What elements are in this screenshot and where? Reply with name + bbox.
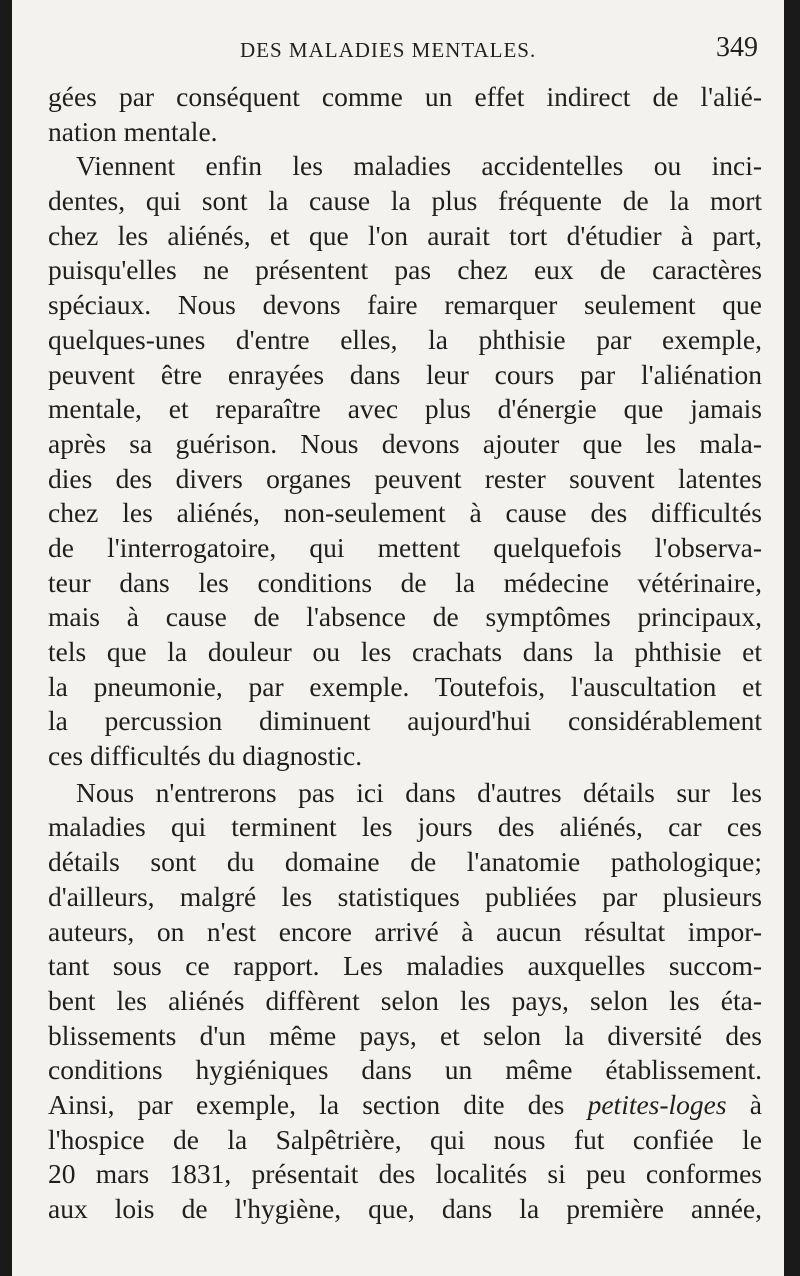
text-line: mais à cause de l'absence de symptômes principaux, <box>48 601 762 633</box>
text-line: auteurs, on n'est encore arrivé à aucun résultat impor- <box>48 915 762 947</box>
text-line: spéciaux. Nous devons faire remarquer seulement que <box>48 289 762 321</box>
text-line: tant sous ce rapport. Les maladies auxquelles succom- <box>48 950 762 982</box>
text-line: peuvent être enrayées dans leur cours par l'aliénation <box>48 358 762 390</box>
text-line: la percussion diminuent aujourd'hui considérablement <box>48 705 762 737</box>
text-line: détails sont du domaine de l'anatomie pathologique; <box>48 846 762 878</box>
text-line: gées par conséquent comme un effet indirect de l'alié- <box>48 81 762 112</box>
body-text <box>48 80 762 1227</box>
text-line: Viennent enfin les maladies accidentelles ou inci- <box>76 150 762 182</box>
text-segment: Ainsi, par exemple, la section dite des <box>48 1088 565 1120</box>
text-line: teur dans les conditions de la médecine vétérinaire, <box>48 566 762 598</box>
text-line: maladies qui terminent les jours des aliénés, car ces <box>48 811 762 843</box>
book-page <box>12 0 784 1276</box>
text-line: mentale, et reparaître avec plus d'énergie que jamais <box>48 393 762 425</box>
text-line: tels que la douleur ou les crachats dans la phthisie et <box>48 636 762 667</box>
text-line: ces difficultés du diagnostic. <box>48 740 363 772</box>
text-line: conditions hygiéniques dans un même établissement. <box>48 1054 762 1086</box>
text-line: chez les aliénés, et que l'on aurait tort d'étudier à part, <box>48 219 762 251</box>
text-line: après sa guérison. Nous devons ajouter que les mala- <box>48 427 762 459</box>
page-header <box>12 32 784 68</box>
italic-term: petites-loges <box>587 1088 727 1120</box>
text-line: blissements d'un même pays, et selon la diversité des <box>48 1019 762 1051</box>
text-line: de l'interrogatoire, qui mettent quelquefois l'observa- <box>48 531 762 563</box>
text-line: nation mentale. <box>48 115 218 147</box>
text-line: puisqu'elles ne présentent pas chez eux de caractères <box>48 254 762 286</box>
text-line: l'hospice de la Salpêtrière, qui nous fut confiée le <box>48 1123 762 1155</box>
text-line: d'ailleurs, malgré les statistiques publiées par plusieurs <box>48 880 762 912</box>
text-line: Nous n'entrerons pas ici dans d'autres détails sur les <box>76 776 762 808</box>
text-line: la pneumonie, par exemple. Toutefois, l'auscultation et <box>48 670 762 702</box>
text-line: bent les aliénés diffèrent selon les pays, selon les éta- <box>48 984 762 1016</box>
text-line: 20 mars 1831, présentait des localités si peu conformes <box>48 1158 762 1190</box>
text-segment: à <box>749 1088 762 1120</box>
text-line: dentes, qui sont la cause la plus fréquente de la mort <box>48 185 762 217</box>
text-line: quelques-unes d'entre elles, la phthisie par exemple, <box>48 323 762 355</box>
page-number: 349 <box>716 32 758 63</box>
text-line: chez les aliénés, non-seulement à cause des difficultés <box>48 497 762 529</box>
text-line: aux lois de l'hygiène, que, dans la première année, <box>48 1193 762 1224</box>
text-line <box>48 1088 762 1123</box>
running-title: DES MALADIES MENTALES. <box>240 38 537 62</box>
text-line: dies des divers organes peuvent rester souvent latentes <box>48 462 762 494</box>
